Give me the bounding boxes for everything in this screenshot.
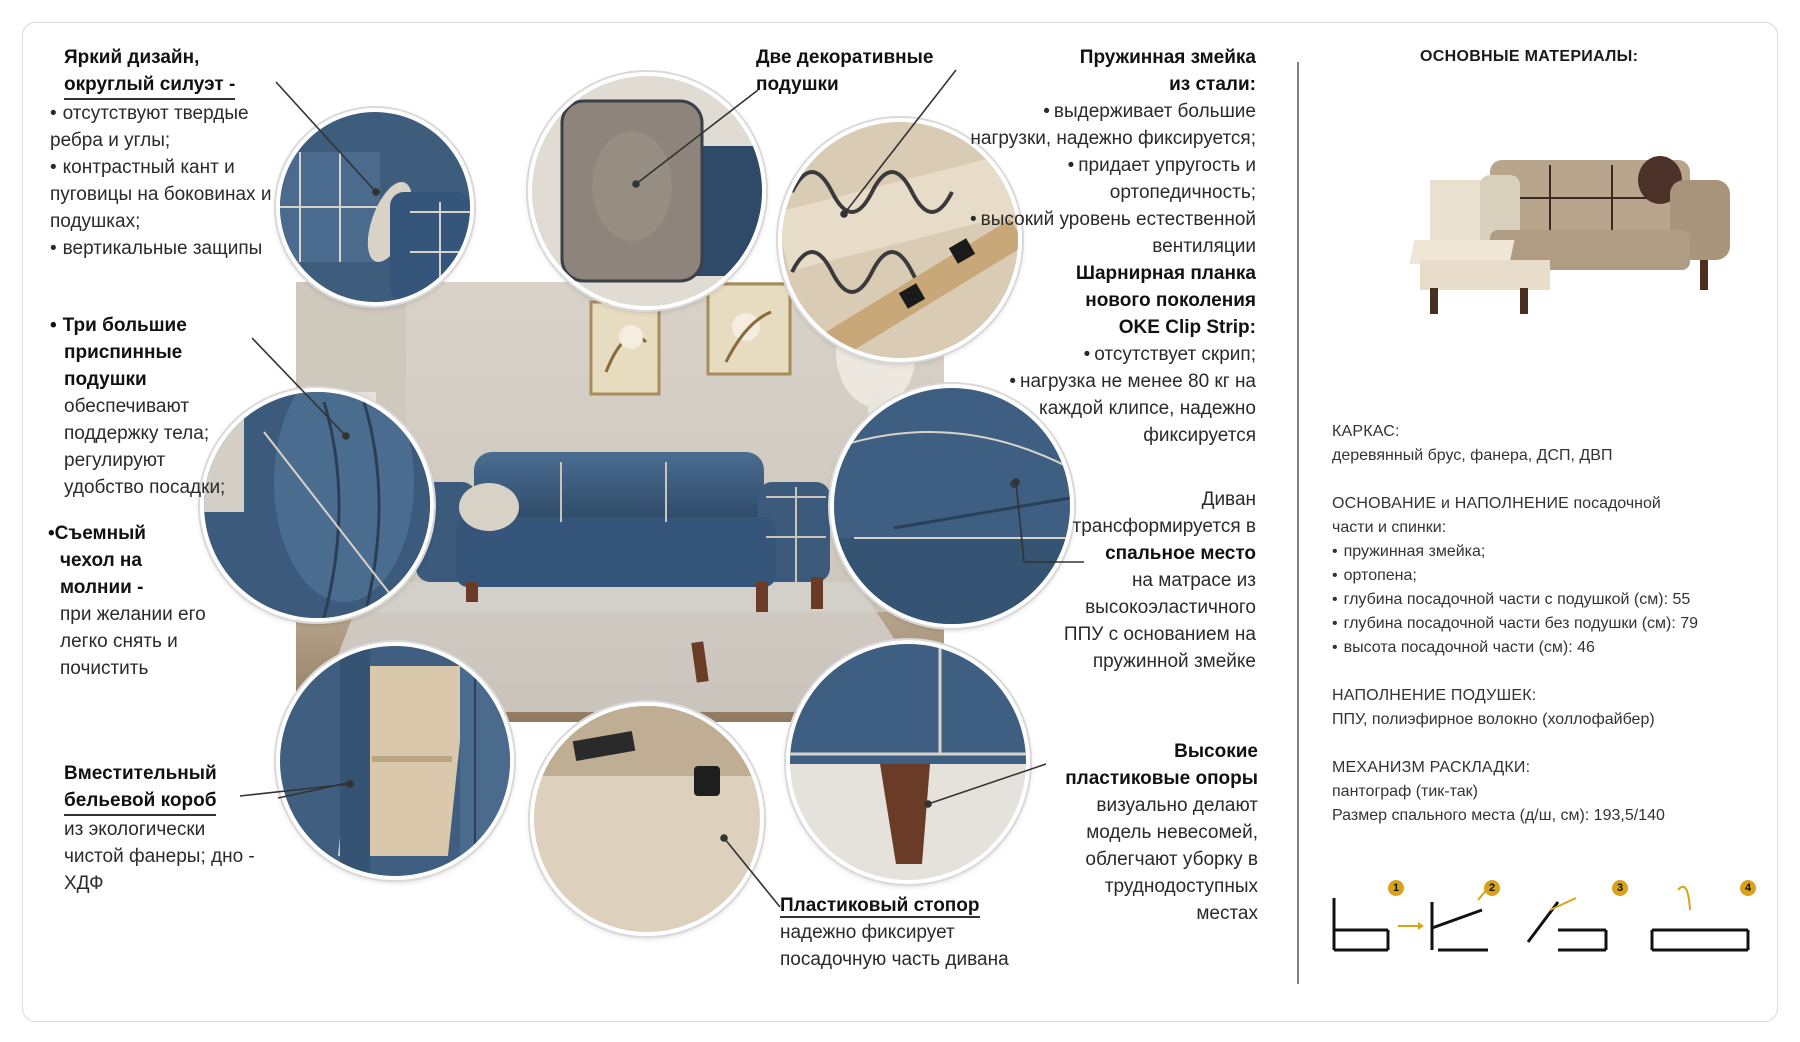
materials-base-label-line2: части и спинки: <box>1332 519 1447 536</box>
callout-box-heading-line2: бельевой короб <box>64 787 216 816</box>
materials-mech-label: МЕХАНИЗМ РАСКЛАДКИ: <box>1332 759 1531 776</box>
mechanism-step-1: 1 <box>1388 880 1404 896</box>
materials-frame-label: КАРКАС: <box>1332 423 1400 440</box>
detail-circle-storage <box>276 642 514 880</box>
materials-base-item-5: • высота посадочной части (см): 46 <box>1332 636 1772 660</box>
materials-base-item-3: • глубина посадочной части с подушкой (см): 55 <box>1332 588 1772 612</box>
callout-stopper-body: надежно фиксирует посадочную часть дивана <box>780 922 1009 970</box>
callout-transform-line1: Диван <box>1201 489 1256 510</box>
callout-pillows-heading-line2: подушки <box>756 74 839 95</box>
callout-spring-item-1: • выдерживает большие нагрузки, надежно фиксируется; <box>960 98 1256 152</box>
callout-design-heading-line1: Яркий дизайн, <box>64 47 200 68</box>
callout-legs-heading-line1: Высокие <box>1174 741 1258 762</box>
materials-frame-value: деревянный брус, фанера, ДСП, ДВП <box>1332 447 1613 464</box>
materials-title: ОСНОВНЫЕ МАТЕРИАЛЫ: <box>1420 48 1639 65</box>
mechanism-step-4: 4 <box>1740 880 1756 896</box>
mechanism-step-2: 2 <box>1484 880 1500 896</box>
materials-base-label-rest: посадочной <box>1573 495 1661 512</box>
callout-box <box>64 760 264 897</box>
detail-circle-legs <box>786 640 1030 884</box>
beige-sofa-image <box>1360 120 1740 320</box>
callout-cushions-body: обеспечивают поддержку тела; регулируют удобство посадки; <box>64 396 226 498</box>
materials-frame-section <box>1332 420 1772 468</box>
materials-base-item-4: • глубина посадочной части без подушки (см): 79 <box>1332 612 1772 636</box>
detail-circle-pillow <box>528 72 766 310</box>
materials-base-label: ОСНОВАНИЕ и НАПОЛНЕНИЕ <box>1332 495 1570 512</box>
detail-circle-design <box>276 108 474 306</box>
callout-spring-item-2: • придает упругость и ортопедичность; <box>960 152 1256 206</box>
callout-design <box>50 44 290 262</box>
detail-circle-cushions <box>200 388 434 622</box>
callout-stopper <box>780 892 1020 973</box>
callout-clip-item-2: • нагрузка не менее 80 кг на каждой клипсе, надежно фиксируется <box>960 368 1256 449</box>
callout-cushions-heading-line2: приспинные <box>64 342 183 363</box>
callout-cover-heading-line2: чехол на <box>60 550 142 571</box>
materials-base-heading <box>1332 492 1772 516</box>
mechanism-diagram <box>1328 880 1768 960</box>
callout-cover-heading-line1: •Съемный <box>48 523 146 544</box>
callout-design-heading <box>50 44 290 100</box>
callout-transform <box>1060 486 1256 675</box>
materials-mech-value: пантограф (тик-так) <box>1332 783 1478 800</box>
callout-design-heading-line2: округлый силуэт - <box>64 71 235 100</box>
materials-mech-section <box>1332 756 1772 828</box>
callout-clip-item-1: • отсутствует скрип; <box>960 341 1256 368</box>
callout-design-item-2: • контрастный кант и пуговицы на боковинах и подушках; <box>50 154 290 235</box>
materials-base-section <box>1332 492 1772 660</box>
callout-legs <box>1040 738 1258 927</box>
callout-spring-heading-line2: из стали: <box>1169 74 1256 95</box>
callout-cover-heading-text1: Съемный <box>54 523 146 544</box>
callout-box-body: из экологически чистой фанеры; дно - ХДФ <box>64 819 255 894</box>
callout-box-heading-line1: Вместительный <box>64 763 217 784</box>
callout-cushions-heading-line1: • Три большие <box>50 312 230 339</box>
callout-cover <box>48 520 228 682</box>
materials-base-item-1: • пружинная змейка; <box>1332 540 1772 564</box>
callout-cushions <box>50 312 230 501</box>
materials-fill-value: ППУ, полиэфирное волокно (холлофайбер) <box>1332 711 1655 728</box>
materials-base-item-2: • ортопена; <box>1332 564 1772 588</box>
callout-transform-bold: спальное место <box>1105 543 1256 564</box>
callout-legs-body: визуально делают модель невесомей, облегчают уборку в труднодоступных местах <box>1085 795 1258 924</box>
callout-pillows-heading-line1: Две декоративные <box>756 47 934 68</box>
callout-cover-heading-line3: молнии - <box>60 577 144 598</box>
callout-design-item-1: • отсутствуют твердые ребра и углы; <box>50 100 290 154</box>
callout-spring <box>960 44 1256 449</box>
materials-fill-section <box>1332 684 1772 732</box>
callout-spring-heading-line1: Пружинная змейка <box>1079 47 1256 68</box>
callout-transform-line2: трансформируется в <box>1072 516 1256 537</box>
callout-stopper-heading: Пластиковый стопор <box>780 895 980 916</box>
materials-size-value: Размер спального места (д/ш, см): 193,5/140 <box>1332 807 1665 824</box>
callout-clip-heading-line3: OKE Clip Strip: <box>1118 317 1256 338</box>
callout-pillows <box>756 44 956 98</box>
callout-legs-heading-line2: пластиковые опоры <box>1065 768 1258 789</box>
callout-design-item-3: • вертикальные защипы <box>50 235 290 262</box>
callout-clip-heading-line1: Шарнирная планка <box>1075 263 1256 284</box>
detail-circle-stopper <box>530 702 764 936</box>
callout-transform-rest: на матрасе из высокоэластичного ППУ с основанием на пружинной змейке <box>1063 570 1256 672</box>
mechanism-step-3: 3 <box>1612 880 1628 896</box>
materials-fill-label: НАПОЛНЕНИЕ ПОДУШЕК: <box>1332 687 1537 704</box>
callout-cover-body: при желании его легко снять и почистить <box>60 604 206 679</box>
callout-cushions-heading-line3: подушки <box>64 369 147 390</box>
callout-clip-heading-line2: нового поколения <box>1085 290 1256 311</box>
callout-spring-item-3: • высокий уровень естественной вентиляции <box>960 206 1256 260</box>
